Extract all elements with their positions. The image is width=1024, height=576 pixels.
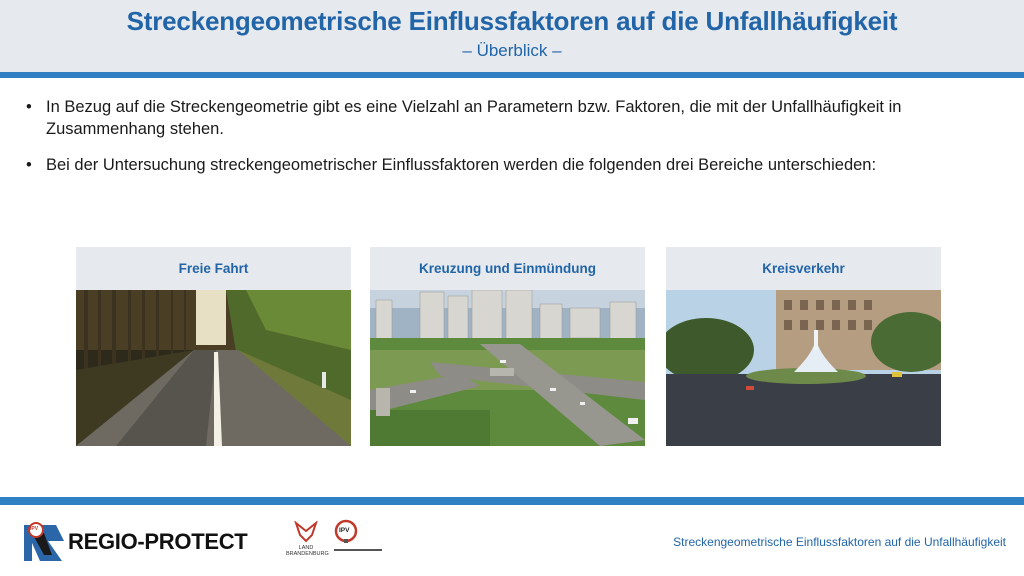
ipv-text: IPV: [339, 527, 350, 534]
road-logo-icon: [22, 521, 66, 563]
page-subtitle: – Überblick –: [462, 41, 562, 60]
slide-footer: [0, 505, 1024, 576]
card-kreuzung: [370, 247, 645, 446]
brand-name: REGIO-PROTECT: [68, 529, 248, 554]
card-title: Kreuzung und Einmündung: [370, 247, 645, 290]
regio-protect-logo: [22, 521, 262, 563]
page-title: Streckengeometrische Einflussfaktoren auf die Unfallhäufigkeit: [126, 6, 898, 36]
roundabout-image: [666, 290, 941, 446]
ipv-underline: [334, 549, 382, 551]
ipv-logo: [334, 519, 382, 563]
bullet-dot: •: [26, 98, 32, 116]
land-brandenburg-logo: [286, 521, 329, 565]
slide-header: [0, 0, 1024, 72]
bullet-item: [26, 96, 926, 140]
bullet-dot: •: [26, 156, 32, 174]
bullet-text: Bei der Untersuchung streckengeometrischer Einflussfaktoren werden die folgenden drei Bereiche unterschieden:: [46, 156, 877, 174]
bullet-item: [26, 154, 926, 176]
header-divider-bar: [0, 72, 1024, 78]
card-freie-fahrt: [76, 247, 351, 446]
land-brandenburg-text: LAND BRANDENBURG: [286, 545, 329, 557]
footer-divider-bar: [0, 497, 1024, 505]
forest-road-image: [76, 290, 351, 446]
card-title: Freie Fahrt: [76, 247, 351, 290]
card-title: Kreisverkehr: [666, 247, 941, 290]
intersection-image: [370, 290, 645, 446]
brand-logo-text: IPV: [30, 526, 39, 532]
card-kreisverkehr: [666, 247, 941, 446]
eagle-icon: [292, 521, 320, 543]
footer-title: Streckengeometrische Einflussfaktoren auf die Unfallhäufigkeit: [673, 535, 1006, 549]
bullet-list: [26, 96, 926, 190]
bullet-text: In Bezug auf die Streckengeometrie gibt es eine Vielzahl an Parametern bzw. Faktoren, die mit der Unfallhäufigkeit in Zusammenhang stehen.: [46, 98, 902, 138]
